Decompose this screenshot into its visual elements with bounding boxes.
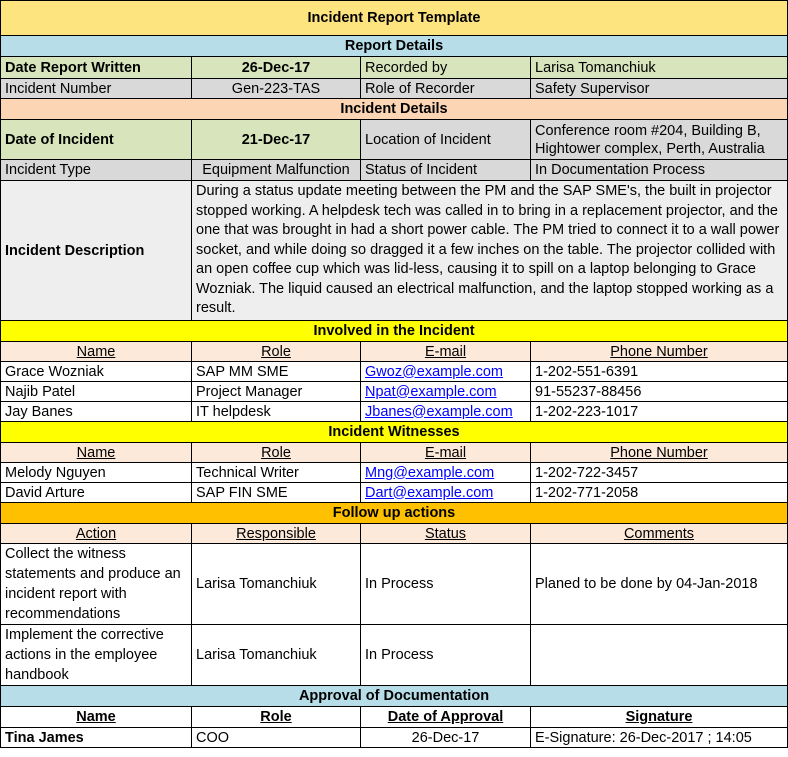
table-row [1,483,788,503]
approval-heading: Approval of Documentation [1,686,788,707]
report-title: Incident Report Template [1,1,788,36]
involved-name: Grace Wozniak [1,362,192,382]
approver-role: COO [192,728,361,748]
incident-type-label: Incident Type [1,160,192,181]
location-of-incident-label: Location of Incident [361,120,531,160]
incident-type-value[interactable]: Equipment Malfunction [192,160,361,181]
involved-col-name: Name [1,342,192,362]
follow-up-status: In Process [361,544,531,625]
approval-col-date: Date of Approval [361,707,531,728]
involved-email-link[interactable]: Npat@example.com [365,383,497,400]
recorded-by-label: Recorded by [361,57,531,79]
incident-details-heading: Incident Details [1,99,788,120]
date-report-written-label: Date Report Written [1,57,192,79]
follow-up-col-responsible: Responsible [192,524,361,544]
table-row [1,463,788,483]
involved-email-link[interactable]: Gwoz@example.com [365,363,504,380]
incident-description-value[interactable]: During a status update meeting between the PM and the SAP SME's, the built in projector stopped working. A helpdesk tech was called in to bring in a replacement projector, and the one that was brought in had a short power cable. The PM tried to connect it to a wall power socket, and while doing so dragged it a few inches on the table. The projector collided with an open coffee cup which was lid-less, causing it to spill on a laptop belonging to Grace Wozniak. The liquid caused an electrical malfunction, and the laptop stopped working as a result. [192,181,788,321]
report-details-heading: Report Details [1,36,788,57]
follow-up-status: In Process [361,625,531,686]
witnesses-col-phone: Phone Number [531,443,788,463]
witnesses-col-name: Name [1,443,192,463]
witness-name: David Arture [1,483,192,503]
table-row [1,362,788,382]
table-row [1,382,788,402]
incident-number-value[interactable]: Gen-223-TAS [192,79,361,99]
role-of-recorder-value[interactable]: Safety Supervisor [531,79,788,99]
involved-role: Project Manager [192,382,361,402]
follow-up-action: Implement the corrective actions in the employee handbook [1,625,192,686]
involved-name: Jay Banes [1,402,192,422]
follow-up-comments [531,625,788,686]
follow-up-responsible: Larisa Tomanchiuk [192,625,361,686]
witnesses-col-email: E-mail [361,443,531,463]
witness-phone: 1-202-722-3457 [531,463,788,483]
date-of-incident-label: Date of Incident [1,120,192,160]
involved-col-role: Role [192,342,361,362]
approver-name: Tina James [1,728,192,748]
follow-up-responsible: Larisa Tomanchiuk [192,544,361,625]
incident-number-label: Incident Number [1,79,192,99]
involved-role: SAP MM SME [192,362,361,382]
involved-col-phone: Phone Number [531,342,788,362]
involved-col-email: E-mail [361,342,531,362]
incident-description-label: Incident Description [1,181,192,321]
role-of-recorder-label: Role of Recorder [361,79,531,99]
witnesses-col-role: Role [192,443,361,463]
status-of-incident-label: Status of Incident [361,160,531,181]
date-of-incident-value[interactable]: 21-Dec-17 [192,120,361,160]
witness-name: Melody Nguyen [1,463,192,483]
follow-up-heading: Follow up actions [1,503,788,524]
follow-up-col-status: Status [361,524,531,544]
table-row [1,402,788,422]
table-row [1,544,788,625]
recorded-by-value[interactable]: Larisa Tomanchiuk [531,57,788,79]
witness-role: SAP FIN SME [192,483,361,503]
involved-role: IT helpdesk [192,402,361,422]
status-of-incident-value[interactable]: In Documentation Process [531,160,788,181]
table-row [1,728,788,748]
follow-up-action: Collect the witness statements and produce an incident report with recommendations [1,544,192,625]
involved-heading: Involved in the Incident [1,321,788,342]
witnesses-heading: Incident Witnesses [1,422,788,443]
involved-phone: 1-202-551-6391 [531,362,788,382]
witness-email-link[interactable]: Mng@example.com [365,464,495,481]
approval-col-signature: Signature [531,707,788,728]
witness-phone: 1-202-771-2058 [531,483,788,503]
witness-email-link[interactable]: Dart@example.com [365,484,494,501]
follow-up-col-action: Action [1,524,192,544]
follow-up-col-comments: Comments [531,524,788,544]
approval-signature[interactable]: E-Signature: 26-Dec-2017 ; 14:05 [531,728,788,748]
witness-role: Technical Writer [192,463,361,483]
approval-date: 26-Dec-17 [361,728,531,748]
table-row [1,625,788,686]
involved-email-link[interactable]: Jbanes@example.com [365,403,513,420]
approval-col-name: Name [1,707,192,728]
follow-up-comments: Planed to be done by 04-Jan-2018 [531,544,788,625]
involved-name: Najib Patel [1,382,192,402]
location-of-incident-value[interactable]: Conference room #204, Building B, Hightower complex, Perth, Australia [531,120,788,160]
involved-phone: 91-55237-88456 [531,382,788,402]
involved-phone: 1-202-223-1017 [531,402,788,422]
date-report-written-value[interactable]: 26-Dec-17 [192,57,361,79]
approval-col-role: Role [192,707,361,728]
